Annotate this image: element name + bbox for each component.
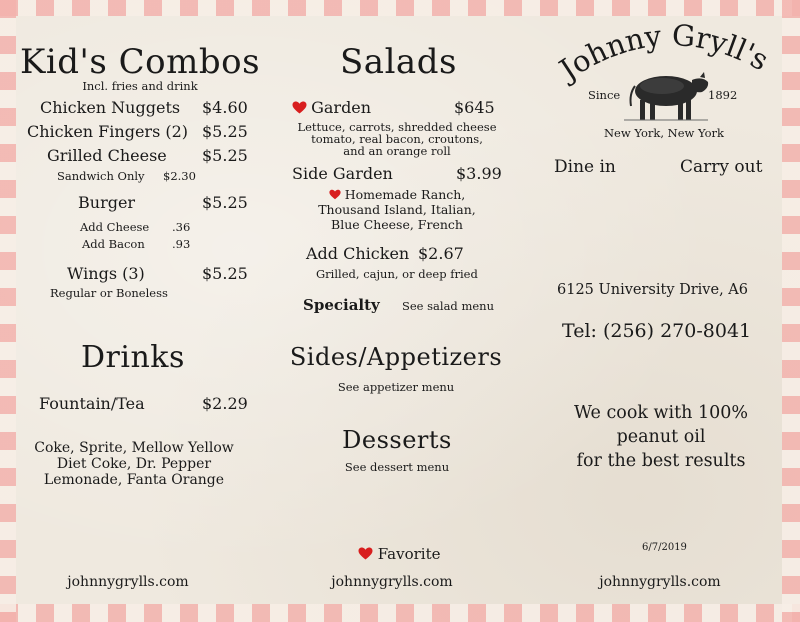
menu-item-price: $2.67 [418, 244, 464, 263]
menu-item-name: Garden [311, 98, 372, 117]
kids-combos-subtitle: Incl. fries and drink [82, 79, 198, 93]
drink-option: Coke, Sprite, Mellow Yellow [34, 440, 234, 456]
addon-label: Add Bacon [82, 237, 145, 251]
menu-item-price: $2.29 [202, 394, 248, 413]
dressing-text: Homemade Ranch, [344, 187, 466, 202]
sides-note: See appetizer menu [337, 380, 455, 394]
since-year: 1892 [708, 88, 738, 102]
since-label: Since [588, 88, 621, 102]
menu-item-name: Grilled Cheese [47, 146, 167, 165]
cow-icon [622, 66, 710, 122]
wings-note: Regular or Boneless [50, 286, 168, 300]
description-line: and an orange roll [343, 144, 451, 158]
garden-description [290, 121, 504, 157]
website-link[interactable]: johnnygrylls.com [599, 574, 721, 590]
kids-combos-title: Kid's Combos [20, 42, 261, 82]
checkered-border-left [0, 0, 16, 622]
heart-icon [358, 547, 373, 560]
phone-number: Tel: (256) 270-8041 [562, 320, 752, 342]
dressing-line: Thousand Island, Italian, [318, 202, 476, 217]
menu-item-name: Burger [78, 193, 136, 212]
addon-price: .36 [172, 220, 191, 234]
menu-item-name: Side Garden [292, 164, 393, 183]
website-link[interactable]: johnnygrylls.com [67, 574, 189, 590]
drink-option: Lemonade, Fanta Orange [43, 472, 225, 488]
menu-item-price: $645 [454, 98, 495, 117]
menu-item-price: $5.25 [202, 146, 248, 165]
menu-item-price: $5.25 [202, 264, 248, 283]
heart-icon [292, 101, 306, 114]
description-line: Lettuce, carrots, shredded cheese [297, 120, 497, 134]
address: 6125 University Drive, A6 [557, 282, 748, 298]
sides-title: Sides/Appetizers [289, 343, 503, 371]
specialty-label: Specialty [303, 296, 380, 314]
brand-location: New York, New York [603, 126, 724, 140]
sandwich-only-price: $2.30 [163, 169, 196, 183]
garden-salad-row [292, 98, 371, 117]
add-chicken-note: Grilled, cajun, or deep fried [316, 267, 478, 281]
desserts-title: Desserts [342, 426, 452, 454]
drink-option: Diet Coke, Dr. Pepper [56, 456, 212, 472]
checkered-border-bottom [0, 604, 800, 622]
note-line: peanut oil [616, 427, 706, 447]
note-line: for the best results [576, 451, 746, 471]
checkered-border-top [0, 0, 800, 16]
dine-in-label: Dine in [554, 157, 616, 177]
menu-item-name: Fountain/Tea [39, 394, 145, 413]
sandwich-only-label: Sandwich Only [57, 169, 145, 183]
desserts-note: See dessert menu [344, 460, 450, 474]
dressing-line: Blue Cheese, French [331, 217, 463, 232]
favorite-legend [358, 545, 441, 563]
menu-item-name: Chicken Nuggets [40, 98, 181, 117]
salads-title: Salads [340, 42, 457, 82]
menu-item-price: $5.25 [202, 122, 248, 141]
favorite-label: Favorite [377, 545, 441, 563]
menu-item-price: $5.25 [202, 193, 248, 212]
carry-out-label: Carry out [680, 157, 763, 177]
menu-item-name: Chicken Fingers (2) [27, 122, 189, 141]
specialty-note: See salad menu [402, 299, 494, 313]
addon-label: Add Cheese [80, 220, 150, 234]
drink-options [20, 440, 248, 488]
menu-item-price: $3.99 [456, 164, 502, 183]
drinks-title: Drinks [81, 340, 185, 375]
dressing-list [300, 187, 494, 232]
menu-item-name: Wings (3) [67, 264, 145, 283]
note-line: We cook with 100% [574, 403, 748, 423]
menu-item-name: Add Chicken [306, 244, 410, 263]
peanut-oil-note [548, 401, 774, 473]
menu-item-price: $4.60 [202, 98, 248, 117]
description-line: tomato, real bacon, croutons, [311, 132, 483, 146]
heart-icon [329, 189, 341, 200]
checkered-border-right [782, 0, 800, 622]
website-link[interactable]: johnnygrylls.com [331, 574, 453, 590]
dressing-line [300, 187, 494, 202]
print-date: 6/7/2019 [642, 542, 687, 553]
addon-price: .93 [172, 237, 191, 251]
brand-name-text: Johnny Gryll's [553, 17, 775, 87]
